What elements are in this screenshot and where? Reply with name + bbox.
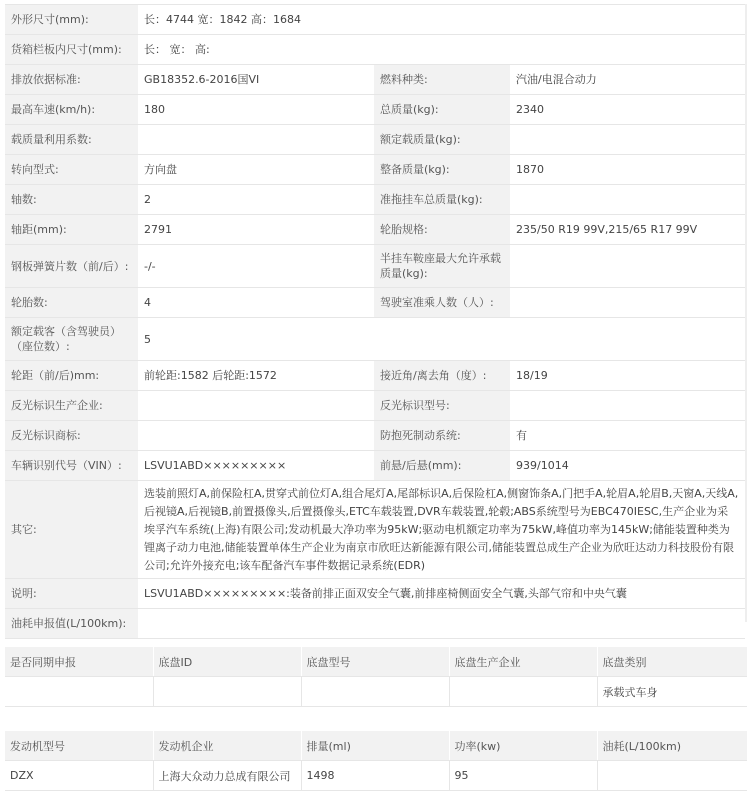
spec-value — [510, 245, 745, 288]
table-cell: DZX — [5, 761, 153, 791]
column-header: 底盘型号 — [301, 647, 449, 677]
spec-row-leaf-springs — [5, 245, 745, 288]
spec-value — [510, 185, 745, 215]
spec-value: GB18352.6-2016国VI — [138, 65, 374, 95]
spec-label: 总质量(kg): — [374, 95, 510, 125]
spec-value: LSVU1ABD×××××××××:装备前排正面双安全气囊,前排座椅侧面安全气囊,头部气帘和中央气囊 — [138, 579, 745, 609]
column-header: 发动机型号 — [5, 731, 153, 761]
spec-value: 2 — [138, 185, 374, 215]
spec-row-fuel-consumption — [5, 609, 745, 639]
spec-value: 939/1014 — [510, 451, 745, 481]
spec-label: 轮距（前/后)mm: — [5, 361, 138, 391]
spec-label: 燃料种类: — [374, 65, 510, 95]
engine-table — [5, 731, 747, 791]
spec-row-reflective-brand — [5, 421, 745, 451]
spec-label: 说明: — [5, 579, 138, 609]
spec-value: 5 — [138, 318, 745, 361]
table-right-edge — [745, 4, 747, 622]
table-cell — [597, 761, 747, 791]
spec-label: 最高车速(km/h): — [5, 95, 138, 125]
column-header: 排量(ml) — [301, 731, 449, 761]
spec-label: 半挂车鞍座最大允许承载质量(kg): — [374, 245, 510, 288]
spec-row-wheelbase — [5, 215, 745, 245]
spec-label: 防抱死制动系统: — [374, 421, 510, 451]
spec-value: 235/50 R19 99V,215/65 R17 99V — [510, 215, 745, 245]
spec-label: 驾驶室准乘人数（人）: — [374, 288, 510, 318]
table-cell: 上海大众动力总成有限公司 — [153, 761, 301, 791]
spec-value: 有 — [510, 421, 745, 451]
table-cell: 1498 — [301, 761, 449, 791]
chassis-table — [5, 647, 747, 707]
table-cell: 95 — [449, 761, 597, 791]
spec-label: 轮胎规格: — [374, 215, 510, 245]
spec-row-other — [5, 481, 745, 579]
column-header: 功率(kw) — [449, 731, 597, 761]
spec-row-notes — [5, 579, 745, 609]
spec-value: 180 — [138, 95, 374, 125]
column-header: 油耗(L/100km) — [597, 731, 747, 761]
spec-value: 汽油/电混合动力 — [510, 65, 745, 95]
spec-label: 额定载客（含驾驶员）（座位数）: — [5, 318, 138, 361]
spec-value — [510, 125, 745, 155]
table-cell — [449, 677, 597, 707]
spec-row-max-speed — [5, 95, 745, 125]
spec-row-seats — [5, 318, 745, 361]
spec-label: 反光标识商标: — [5, 421, 138, 451]
spec-label: 轴数: — [5, 185, 138, 215]
spec-row-emission — [5, 65, 745, 95]
spec-value: 2791 — [138, 215, 374, 245]
spec-label: 货箱栏板内尺寸(mm): — [5, 35, 138, 65]
column-header: 发动机企业 — [153, 731, 301, 761]
chassis-header-row — [5, 647, 747, 677]
vehicle-spec-table — [5, 4, 745, 639]
column-header: 是否同期申报 — [5, 647, 153, 677]
table-row — [5, 761, 747, 791]
spec-label: 油耗申报值(L/100km): — [5, 609, 138, 639]
spec-value: 长：4744 宽：1842 高：1684 — [138, 5, 745, 35]
spec-label: 排放依据标准: — [5, 65, 138, 95]
spec-value: 4 — [138, 288, 374, 318]
spec-label: 接近角/离去角（度）: — [374, 361, 510, 391]
spec-value — [138, 125, 374, 155]
spec-row-tires — [5, 288, 745, 318]
spec-label: 外形尺寸(mm): — [5, 5, 138, 35]
spec-label: 准拖挂车总质量(kg): — [374, 185, 510, 215]
table-cell — [153, 677, 301, 707]
spec-label: 车辆识别代号（VIN）: — [5, 451, 138, 481]
spec-value — [138, 391, 374, 421]
spec-value — [138, 421, 374, 451]
spec-row-load-factor — [5, 125, 745, 155]
column-header: 底盘类别 — [597, 647, 747, 677]
column-header: 底盘ID — [153, 647, 301, 677]
table-row — [5, 677, 747, 707]
spec-value — [510, 288, 745, 318]
spec-row-axles — [5, 185, 745, 215]
spec-label: 轴距(mm): — [5, 215, 138, 245]
spec-value: 2340 — [510, 95, 745, 125]
table-cell: 承载式车身 — [597, 677, 747, 707]
table-cell — [5, 677, 153, 707]
spec-label: 其它: — [5, 481, 138, 579]
spec-label: 反光标识型号: — [374, 391, 510, 421]
spec-label: 反光标识生产企业: — [5, 391, 138, 421]
spec-value: LSVU1ABD××××××××× — [138, 451, 374, 481]
spec-value: 前轮距:1582 后轮距:1572 — [138, 361, 374, 391]
table-cell — [301, 677, 449, 707]
spec-row-reflective-maker — [5, 391, 745, 421]
spec-row-cargo-dimensions — [5, 35, 745, 65]
spec-label: 转向型式: — [5, 155, 138, 185]
column-header: 底盘生产企业 — [449, 647, 597, 677]
spec-label: 钢板弹簧片数（前/后）: — [5, 245, 138, 288]
spec-row-track — [5, 361, 745, 391]
spec-label: 额定载质量(kg): — [374, 125, 510, 155]
spec-value: 选装前照灯A,前保险杠A,贯穿式前位灯A,组合尾灯A,尾部标识A,后保险杠A,侧窗饰条A,门把手A,轮眉A,轮眉B,天窗A,天线A,后视镜A,后视镜B,前置摄像头,后置摄像头,ETC车载装置,DVR车载装置,轮毂;ABS系统型号为EBC470IESC,生产企业为采埃孚汽车系统(上海)有限公司;发动机最大净功率为95kW;驱动电机额定功率为75kW,峰值功率为145kW;储能装置种类为锂离子动力电池,储能装置单体生产企业为南京市欣旺达新能源有限公司,储能装置总成生产企业为欣旺达动力科技股份有限公司;允许外接充电;该车配备汽车事件数据记录系统(EDR) — [138, 481, 745, 579]
spec-row-steering — [5, 155, 745, 185]
spec-value: -/- — [138, 245, 374, 288]
spec-value: 1870 — [510, 155, 745, 185]
spec-label: 载质量利用系数: — [5, 125, 138, 155]
spec-label: 轮胎数: — [5, 288, 138, 318]
engine-header-row — [5, 731, 747, 761]
spec-label: 整备质量(kg): — [374, 155, 510, 185]
spec-value: 长： 宽： 高: — [138, 35, 745, 65]
spec-row-vin — [5, 451, 745, 481]
spec-row-dimensions — [5, 5, 745, 35]
spec-value — [510, 391, 745, 421]
spec-value: 18/19 — [510, 361, 745, 391]
spec-value: 方向盘 — [138, 155, 374, 185]
spec-value — [138, 609, 745, 639]
spec-label: 前悬/后悬(mm): — [374, 451, 510, 481]
